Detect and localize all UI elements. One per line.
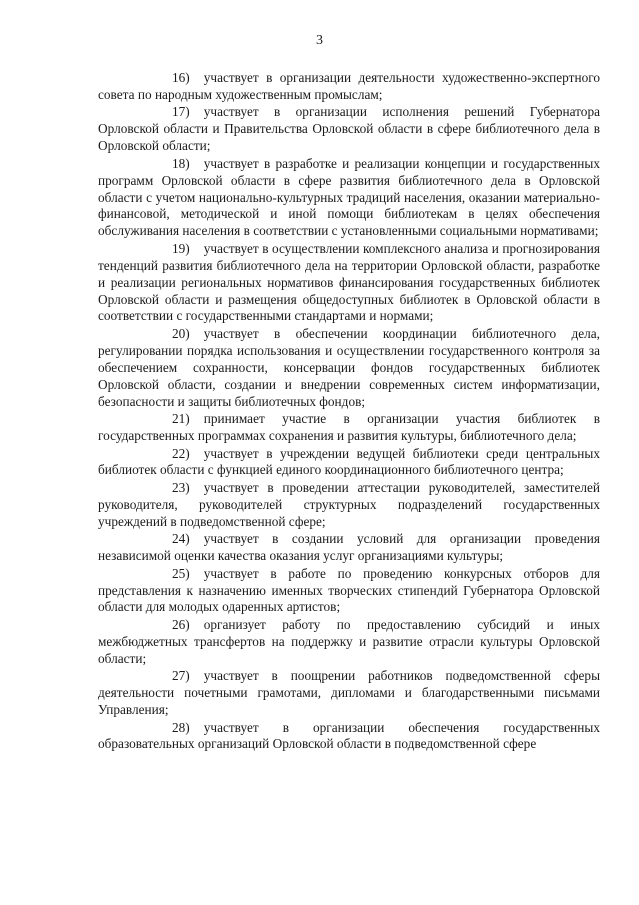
item-text: участвует в обеспечении координации библиотечного дела, регулировании порядка использования и осуществлении государственного контроля за обеспечением сохранности, консервации фондов государственных библиотек Орловской области, создании и внедрении современных систем информатизации, безопасности и защиты библиотечных фондов;	[98, 325, 600, 409]
list-item	[98, 104, 600, 155]
list-item	[98, 156, 600, 241]
list-item	[98, 446, 600, 480]
list-item	[98, 411, 600, 445]
item-number: 18)	[172, 155, 190, 171]
list-item	[98, 70, 600, 104]
list-item	[98, 720, 600, 754]
list-item	[98, 668, 600, 719]
item-text: участвует в организации деятельности художественно-экспертного совета по народным художественным промыслам;	[98, 70, 600, 102]
item-number: 28)	[172, 719, 190, 735]
item-number: 17)	[172, 104, 190, 120]
item-text: участвует в учреждении ведущей библиотеки среди центральных библиотек области с функцией единого координационного библиотечного центра;	[98, 445, 600, 478]
list-item	[98, 617, 600, 668]
page-number: 3	[316, 33, 323, 48]
list-item	[98, 566, 600, 617]
item-text: участвует в организации обеспечения государственных образовательных организаций Орловской области в подведомственной сфере	[98, 719, 600, 752]
list-item	[98, 326, 600, 411]
item-number: 24)	[172, 531, 190, 547]
item-number: 25)	[172, 565, 190, 581]
list-item	[98, 480, 600, 531]
item-number: 21)	[172, 411, 190, 427]
item-number: 26)	[172, 616, 190, 632]
item-text: принимает участие в организации участия библиотек в государственных программах сохранения и развития культуры, библиотечного дела;	[98, 411, 600, 443]
item-number: 19)	[172, 240, 190, 256]
item-text: участвует в организации исполнения решений Губернатора Орловской области и Правительства Орловской области в сфере библиотечного дела в Орловской области;	[98, 104, 600, 154]
item-text: участвует в осуществлении комплексного анализа и прогнозирования тенденций развития библиотечного дела на территории Орловской области, разработке и реализации региональных нормативов финансирования государственных библиотек Орловской области и размещения общедоступных библиотек в Орловской области в соответствии с государственными стандартами и нормами;	[98, 240, 600, 324]
item-number: 16)	[172, 70, 190, 85]
item-text: участвует в работе по проведению конкурсных отборов для представления к назначению именных творческих стипендий Губернатора Орловской области для молодых одаренных артистов;	[98, 565, 600, 615]
list-item	[98, 531, 600, 565]
item-text: участвует в поощрении работников подведомственной сферы деятельности почетными грамотами, дипломами и благодарственными письмами Управления;	[98, 668, 600, 718]
list-item	[98, 241, 600, 326]
item-text: участвует в разработке и реализации концепции и государственных программ Орловской области в сфере развития библиотечного дела в Орловской области с учетом национально-культурных традиций населения, оказании материально-финансовой, методической и иной помощи библиотекам в целях обеспечения обслуживания населения в соответствии с установленными социальными нормативами;	[98, 155, 600, 239]
item-text: участвует в проведении аттестации руководителей, заместителей руководителя, руководителей структурных подразделений государственных учреждений в подведомственной сфере;	[98, 479, 600, 529]
item-number: 22)	[172, 445, 190, 461]
item-number: 20)	[172, 325, 190, 341]
item-text: организует работу по предоставлению субсидий и иных межбюджетных трансфертов на поддержку и развитие отрасли культуры Орловской области;	[98, 616, 600, 666]
item-text: участвует в создании условий для организации проведения независимой оценки качества оказания услуг организациями культуры;	[98, 531, 600, 564]
document-body	[98, 70, 600, 754]
item-number: 23)	[172, 479, 190, 495]
item-number: 27)	[172, 668, 190, 684]
